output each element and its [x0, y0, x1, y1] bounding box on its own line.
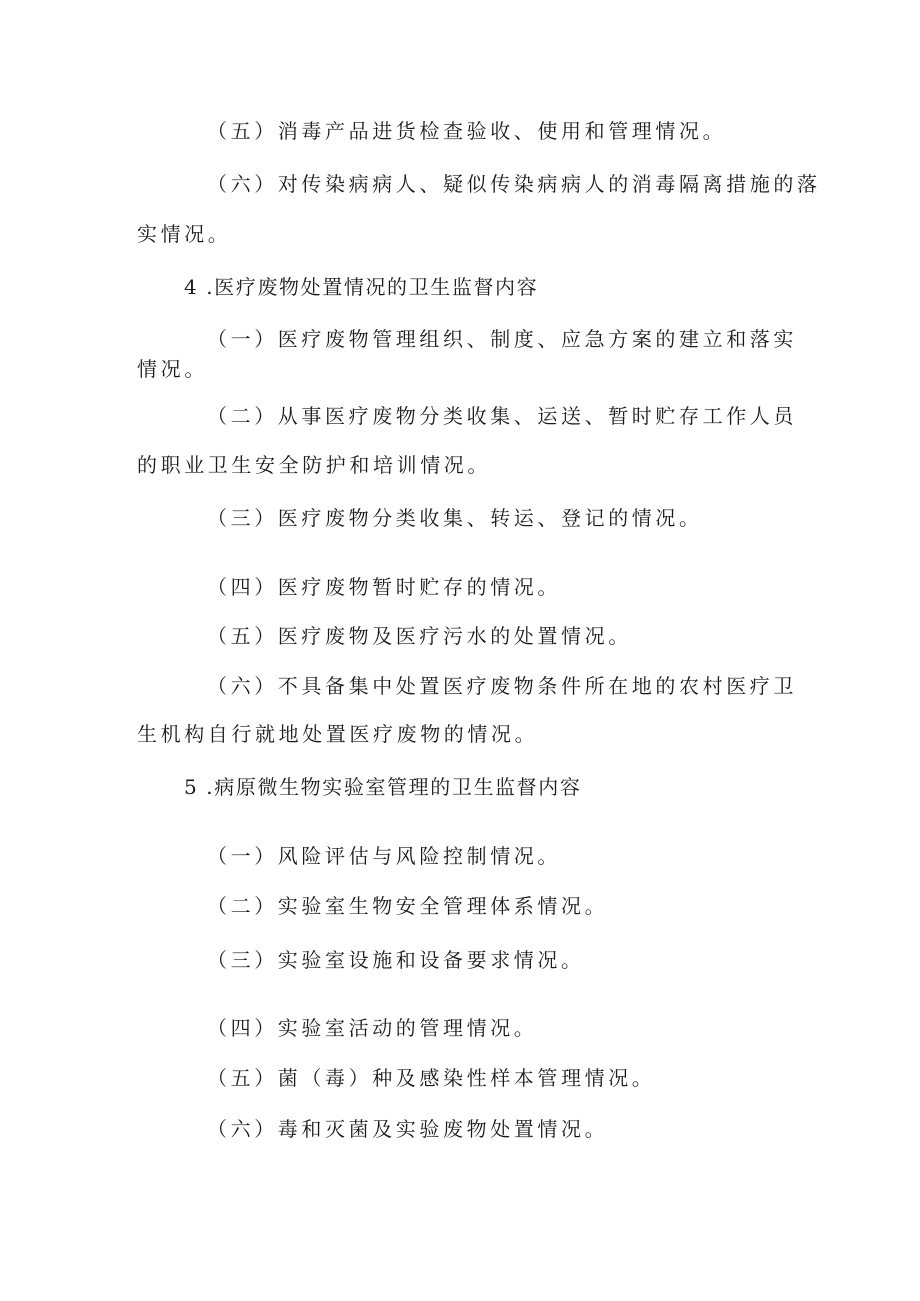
paragraph-line: （六）对传染病病人、疑似传染病病人的消毒隔离措施的落	[207, 172, 821, 196]
paragraph-line: 情况。	[137, 357, 208, 381]
paragraph-line: （三）实验室设施和设备要求情况。	[207, 948, 585, 972]
paragraph-line: （五）菌（毒）种及感染性样本管理情况。	[207, 1066, 656, 1090]
paragraph-line: （六）毒和灭菌及实验废物处置情况。	[207, 1117, 609, 1141]
section-heading: 5 .病原微生物实验室管理的卫生监督内容	[184, 775, 582, 799]
paragraph-line: （一）医疗废物管理组织、制度、应急方案的建立和落实	[207, 327, 797, 351]
paragraph-line: （六）不具备集中处置医疗废物条件所在地的农村医疗卫	[207, 674, 797, 698]
paragraph-line: 实情况。	[137, 222, 232, 246]
paragraph-line: （一）风险评估与风险控制情况。	[207, 844, 561, 868]
paragraph-line: （四）医疗废物暂时贮存的情况。	[207, 575, 561, 599]
paragraph-line: （二）从事医疗废物分类收集、运送、暂时贮存工作人员	[207, 404, 797, 428]
paragraph-line: （三）医疗废物分类收集、转运、登记的情况。	[207, 506, 703, 530]
paragraph-line: （二）实验室生物安全管理体系情况。	[207, 894, 609, 918]
section-heading: 4 .医疗废物处置情况的卫生监督内容	[184, 275, 539, 299]
paragraph-line: 的职业卫生安全防护和培训情况。	[137, 453, 491, 477]
paragraph-line: （五）消毒产品进货检查验收、使用和管理情况。	[207, 119, 727, 143]
paragraph-line: 生机构自行就地处置医疗废物的情况。	[137, 722, 539, 746]
paragraph-line: （五）医疗废物及医疗污水的处置情况。	[207, 624, 632, 648]
paragraph-line: （四）实验室活动的管理情况。	[207, 1016, 538, 1040]
